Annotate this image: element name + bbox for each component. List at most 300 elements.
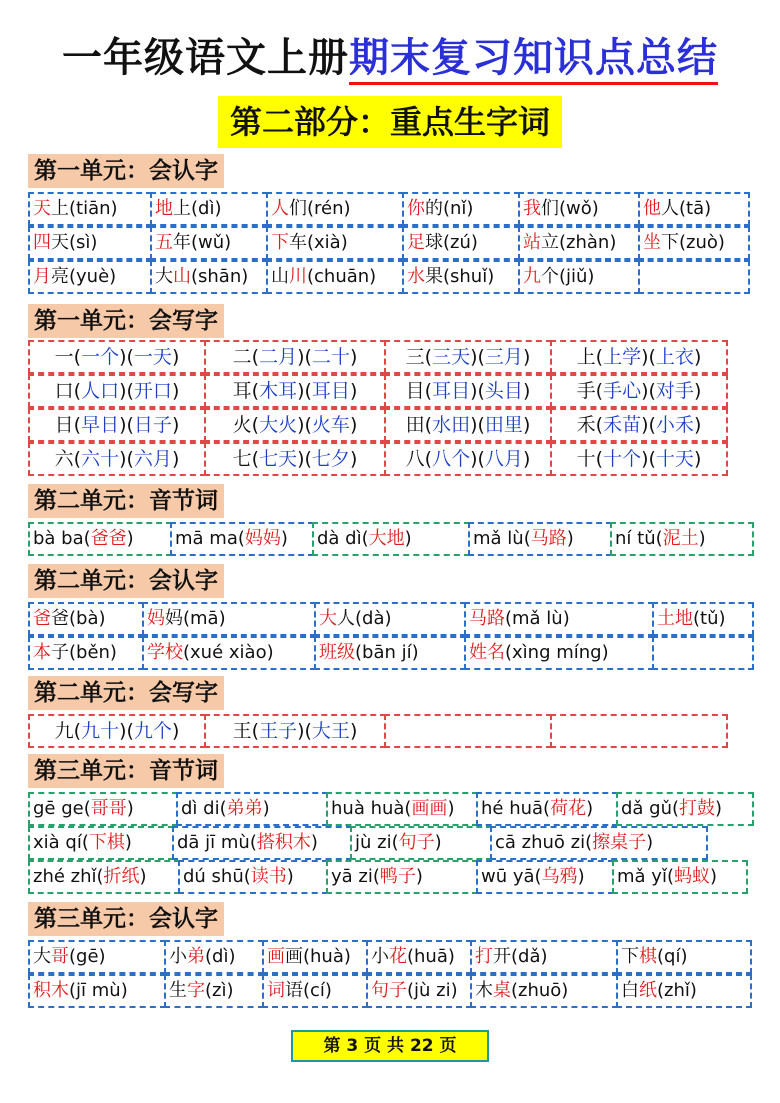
paren: )( (470, 380, 485, 402)
word-cell (402, 192, 520, 226)
word-1: 十个 (603, 448, 642, 470)
highlight-char: 人 (271, 198, 289, 219)
pinyin-text: yā zi( (331, 866, 380, 887)
highlight-char: 花 (389, 946, 407, 967)
pinyin-text: hé huā( (481, 798, 551, 819)
paren: ) (693, 448, 702, 470)
word-1: 早日 (81, 414, 120, 436)
word-2: 二十 (311, 346, 350, 368)
pinyin-text: mā ma( (175, 528, 245, 549)
paren: ) (586, 798, 594, 819)
title-part2: 期末复习知识点总结 (349, 35, 718, 85)
word-2: 八月 (484, 448, 523, 470)
word-cell (150, 260, 268, 294)
word-text: 哥哥 (90, 798, 127, 819)
grid-unit2-write (28, 714, 752, 748)
write-char: 上 (576, 346, 596, 368)
paren: ) (522, 346, 531, 368)
word-2: 开口 (133, 380, 172, 402)
pinyin-text: (tǔ) (693, 608, 726, 629)
paren: ) (171, 414, 180, 436)
paren: ) (693, 414, 702, 436)
section-heading: 第三单元：音节词 (28, 754, 224, 788)
highlight-char: 纸 (639, 980, 657, 1001)
pinyin-text: mǎ lù( (473, 528, 531, 549)
word-cell (204, 442, 386, 476)
pinyin-text: dā jī mù( (177, 832, 257, 853)
pinyin-text: dì di( (181, 798, 227, 819)
word-cell (490, 826, 708, 860)
write-char: 三 (405, 346, 425, 368)
word-text: 爸爸 (90, 528, 127, 549)
word-1: 人口 (81, 380, 120, 402)
word-cell (518, 226, 640, 260)
write-char: 火 (232, 414, 252, 436)
word-cell (262, 974, 368, 1008)
paren: ) (522, 380, 531, 402)
paren: ( (251, 414, 260, 436)
word-cell (28, 408, 206, 442)
section-heading: 第三单元：会认字 (28, 902, 224, 936)
highlight-char: 九 (523, 266, 541, 287)
grid-row (28, 374, 752, 408)
highlight-char: 班级 (319, 642, 355, 663)
word-cell (28, 636, 144, 670)
word-cell (28, 792, 178, 826)
paren: ) (171, 448, 180, 470)
pinyin-text: dà dì( (317, 528, 369, 549)
paren: )( (297, 346, 312, 368)
highlight-char: 马路 (469, 608, 505, 629)
highlight-char: 姓名 (469, 642, 505, 663)
pinyin-text: 果(shuǐ) (425, 266, 495, 287)
word-1: 九十 (81, 720, 120, 742)
pinyin-text: 画(huà) (285, 946, 351, 967)
grid-row (28, 192, 752, 226)
word-cell (470, 940, 618, 974)
paren: )( (119, 380, 134, 402)
word-2: 七夕 (311, 448, 350, 470)
paren: )( (119, 720, 134, 742)
paren: ( (73, 414, 82, 436)
word-text: 画画 (411, 798, 448, 819)
pinyin-text: (bān jí) (355, 642, 419, 663)
word-cell (616, 974, 752, 1008)
word-cell (28, 260, 152, 294)
highlight-char: 站 (523, 232, 541, 253)
grid-row (28, 340, 752, 374)
word-cell (384, 408, 552, 442)
paren: ) (434, 832, 442, 853)
word-1: 六十 (81, 448, 120, 470)
word-cell (28, 442, 206, 476)
word-cell (142, 636, 316, 670)
word-1: 手心 (603, 380, 642, 402)
paren: ) (566, 528, 574, 549)
section-heading: 第二单元：会写字 (28, 676, 224, 710)
word-text: 鸭子 (379, 866, 416, 887)
paren: ( (73, 346, 82, 368)
write-char: 七 (232, 448, 252, 470)
paren: ( (251, 720, 260, 742)
paren: ) (349, 380, 358, 402)
pinyin-text: (shān) (191, 266, 249, 287)
word-cell (150, 192, 268, 226)
pinyin-text: 们(rén) (289, 198, 351, 219)
paren: ) (349, 346, 358, 368)
paren: ) (286, 866, 294, 887)
paren: )( (641, 414, 656, 436)
write-char: 日 (54, 414, 74, 436)
grid-row (28, 602, 752, 636)
word-cell (312, 522, 470, 556)
word-text: 搭积木 (256, 832, 311, 853)
word-cell (384, 374, 552, 408)
grid-row (28, 826, 752, 860)
grid-row (28, 522, 752, 556)
pinyin-text: (xìng míng) (505, 642, 609, 663)
subtitle: 第二部分：重点生字词 (218, 96, 562, 148)
paren: ) (447, 798, 455, 819)
write-char: 一 (54, 346, 74, 368)
paren: ) (577, 866, 585, 887)
word-1: 一个 (81, 346, 120, 368)
paren: )( (641, 380, 656, 402)
word-cell (652, 636, 754, 670)
word-cell (28, 192, 152, 226)
pinyin-text: 车(xià) (289, 232, 348, 253)
pinyin-text: jù zi( (355, 832, 399, 853)
pinyin-text: (gē) (69, 946, 106, 967)
word-cell (28, 226, 152, 260)
word-2: 日子 (133, 414, 172, 436)
word-cell (170, 522, 314, 556)
paren: ) (715, 798, 723, 819)
grid-unit3-syllable (28, 792, 752, 894)
word-cell (550, 340, 728, 374)
grid-row (28, 226, 752, 260)
word-cell (468, 522, 612, 556)
pinyin-text: (jī mù) (69, 980, 128, 1001)
paren: ( (595, 448, 604, 470)
highlight-char: 川 (289, 266, 307, 287)
word-cell (204, 340, 386, 374)
paren: ( (424, 346, 433, 368)
prefix-char: 大 (33, 946, 51, 967)
write-char: 目 (405, 380, 425, 402)
word-cell (266, 260, 404, 294)
paren: )( (470, 414, 485, 436)
highlight-char: 足 (407, 232, 425, 253)
word-text: 马路 (530, 528, 567, 549)
word-2: 小禾 (655, 414, 694, 436)
highlight-char: 他 (643, 198, 661, 219)
word-cell (204, 408, 386, 442)
write-char: 手 (576, 380, 596, 402)
highlight-char: 句子 (371, 980, 407, 1001)
word-text: 下棋 (88, 832, 125, 853)
word-1: 二月 (259, 346, 298, 368)
word-2: 十天 (655, 448, 694, 470)
pinyin-text: 人(dà) (337, 608, 392, 629)
highlight-char: 土地 (657, 608, 693, 629)
word-cell (204, 714, 386, 748)
highlight-char: 大 (319, 608, 337, 629)
grid-unit1-recognize (28, 192, 752, 294)
pinyin-text: zhé zhǐ( (33, 866, 104, 887)
word-cell (612, 860, 748, 894)
word-cell (172, 826, 352, 860)
word-cell (476, 860, 614, 894)
paren: ( (595, 380, 604, 402)
word-cell (28, 860, 180, 894)
highlight-char: 学校 (147, 642, 183, 663)
pinyin-text: ní tǔ( (615, 528, 663, 549)
word-cell (164, 940, 264, 974)
word-1: 禾苗 (603, 414, 642, 436)
pinyin-text: 爸(bà) (51, 608, 106, 629)
grid-row (28, 940, 752, 974)
paren: )( (119, 346, 134, 368)
prefix-char: 生 (169, 980, 187, 1001)
paren: ) (693, 346, 702, 368)
highlight-char: 桌 (493, 980, 511, 1001)
word-text: 弟弟 (226, 798, 263, 819)
paren: ) (171, 346, 180, 368)
word-cell (518, 260, 640, 294)
highlight-char: 哥 (51, 946, 69, 967)
word-cell (350, 826, 492, 860)
paren: )( (297, 414, 312, 436)
word-cell (326, 860, 478, 894)
section-heading: 第一单元：会认字 (28, 154, 224, 188)
paren: ( (595, 346, 604, 368)
paren: )( (641, 346, 656, 368)
pinyin-text: dú shū( (183, 866, 251, 887)
grid-row (28, 860, 752, 894)
page-number: 第 3 页 共 22 页 (291, 1030, 489, 1062)
grid-row (28, 714, 752, 748)
highlight-char: 字 (187, 980, 205, 1001)
paren: ) (124, 832, 132, 853)
pinyin-text: (dì) (205, 946, 236, 967)
word-1: 耳目 (432, 380, 471, 402)
section-heading: 第二单元：会认字 (28, 564, 224, 598)
paren: ) (349, 414, 358, 436)
paren: ( (424, 414, 433, 436)
word-2: 大王 (311, 720, 350, 742)
section-heading: 第二单元：音节词 (28, 484, 224, 518)
paren: ) (404, 528, 412, 549)
pinyin-text: 们(wǒ) (541, 198, 599, 219)
word-text: 泥土 (662, 528, 699, 549)
word-text: 句子 (398, 832, 435, 853)
pinyin-text: (huā) (407, 946, 455, 967)
word-cell (550, 374, 728, 408)
word-1: 上学 (603, 346, 642, 368)
highlight-char: 画 (267, 946, 285, 967)
word-cell (384, 442, 552, 476)
highlight-char: 妈 (147, 608, 165, 629)
word-cell (652, 602, 754, 636)
word-text: 大地 (368, 528, 405, 549)
write-char: 二 (232, 346, 252, 368)
write-char: 田 (405, 414, 425, 436)
paren: ( (73, 720, 82, 742)
word-cell (150, 226, 268, 260)
pinyin-text: 立(zhàn) (541, 232, 617, 253)
write-char: 王 (232, 720, 252, 742)
paren: ) (349, 720, 358, 742)
prefix-char: 木 (475, 980, 493, 1001)
highlight-char: 山 (173, 266, 191, 287)
pinyin-text: (zhuō) (511, 980, 569, 1001)
paren: )( (470, 448, 485, 470)
prefix-char: 下 (621, 946, 639, 967)
pinyin-text: 的(nǐ) (425, 198, 474, 219)
pinyin-text: cā zhuō zi( (495, 832, 593, 853)
paren: ) (415, 866, 423, 887)
paren: ) (698, 528, 706, 549)
word-1: 大火 (259, 414, 298, 436)
word-cell (266, 192, 404, 226)
highlight-char: 爸 (33, 608, 51, 629)
write-char: 禾 (576, 414, 596, 436)
paren: ) (693, 380, 702, 402)
word-2: 六月 (133, 448, 172, 470)
grid-row (28, 792, 752, 826)
word-cell (550, 714, 728, 748)
highlight-char: 打 (475, 946, 493, 967)
word-cell (402, 226, 520, 260)
paren: ) (522, 414, 531, 436)
word-cell (176, 792, 328, 826)
word-text: 荷花 (550, 798, 587, 819)
paren: )( (297, 720, 312, 742)
paren: ( (424, 448, 433, 470)
write-char: 耳 (232, 380, 252, 402)
paren: ) (646, 832, 654, 853)
word-2: 耳目 (311, 380, 350, 402)
word-cell (28, 522, 172, 556)
paren: ) (139, 866, 147, 887)
word-cell (204, 374, 386, 408)
word-cell (366, 940, 472, 974)
pinyin-text: 上(dì) (173, 198, 222, 219)
write-char: 口 (54, 380, 74, 402)
word-2: 对手 (655, 380, 694, 402)
pinyin-text: (zì) (205, 980, 234, 1001)
pinyin-text: 开(dǎ) (493, 946, 548, 967)
highlight-char: 你 (407, 198, 425, 219)
word-cell (142, 602, 316, 636)
paren: )( (470, 346, 485, 368)
paren: ) (126, 528, 134, 549)
paren: ) (280, 528, 288, 549)
paren: )( (641, 448, 656, 470)
highlight-char: 水 (407, 266, 425, 287)
pinyin-text: 人(tā) (661, 198, 712, 219)
highlight-char: 坐 (643, 232, 661, 253)
paren: )( (119, 448, 134, 470)
word-cell (518, 192, 640, 226)
prefix-char: 山 (271, 266, 289, 287)
paren: ( (424, 380, 433, 402)
paren: )( (119, 414, 134, 436)
pinyin-text: (xué xiào) (183, 642, 274, 663)
word-2: 上衣 (655, 346, 694, 368)
word-cell (470, 974, 618, 1008)
prefix-char: 大 (155, 266, 173, 287)
pinyin-text: 年(wǔ) (173, 232, 232, 253)
word-cell (164, 974, 264, 1008)
word-cell (178, 860, 328, 894)
grid-row (28, 260, 752, 294)
pinyin-text: (zhǐ) (657, 980, 697, 1001)
word-cell (638, 192, 750, 226)
section-heading: 第一单元：会写字 (28, 304, 224, 338)
prefix-char: 小 (169, 946, 187, 967)
pinyin-text: 妈(mā) (165, 608, 226, 629)
word-cell (28, 714, 206, 748)
word-cell (638, 226, 750, 260)
prefix-char: 小 (371, 946, 389, 967)
word-2: 田里 (484, 414, 523, 436)
highlight-char: 我 (523, 198, 541, 219)
pinyin-text: 上(tiān) (51, 198, 118, 219)
word-cell (402, 260, 520, 294)
word-cell (638, 260, 750, 294)
word-cell (616, 792, 754, 826)
paren: ) (171, 720, 180, 742)
grid-row (28, 408, 752, 442)
word-cell (28, 374, 206, 408)
paren: ( (251, 380, 260, 402)
word-1: 水田 (432, 414, 471, 436)
pinyin-text: (qí) (657, 946, 688, 967)
pinyin-text: (chuān) (307, 266, 377, 287)
word-cell (464, 636, 654, 670)
word-text: 打鼓 (679, 798, 716, 819)
word-1: 八个 (432, 448, 471, 470)
word-cell (616, 940, 752, 974)
word-cell (476, 792, 618, 826)
pinyin-text: 下(zuò) (661, 232, 725, 253)
word-cell (28, 940, 166, 974)
pinyin-text: 子(běn) (51, 642, 117, 663)
word-cell (366, 974, 472, 1008)
paren: ) (126, 798, 134, 819)
write-char: 六 (54, 448, 74, 470)
highlight-char: 四 (33, 232, 51, 253)
pinyin-text: (jù zi) (407, 980, 458, 1001)
word-cell (464, 602, 654, 636)
highlight-char: 五 (155, 232, 173, 253)
highlight-char: 棋 (639, 946, 657, 967)
word-cell (28, 974, 166, 1008)
grid-row (28, 442, 752, 476)
word-cell (28, 826, 174, 860)
highlight-char: 月 (33, 266, 51, 287)
word-cell (550, 408, 728, 442)
pinyin-text: xià qí( (33, 832, 89, 853)
pinyin-text: 球(zú) (425, 232, 478, 253)
paren: )( (297, 448, 312, 470)
word-2: 九个 (133, 720, 172, 742)
word-cell (28, 340, 206, 374)
pinyin-text: 亮(yuè) (51, 266, 117, 287)
word-1: 七天 (259, 448, 298, 470)
